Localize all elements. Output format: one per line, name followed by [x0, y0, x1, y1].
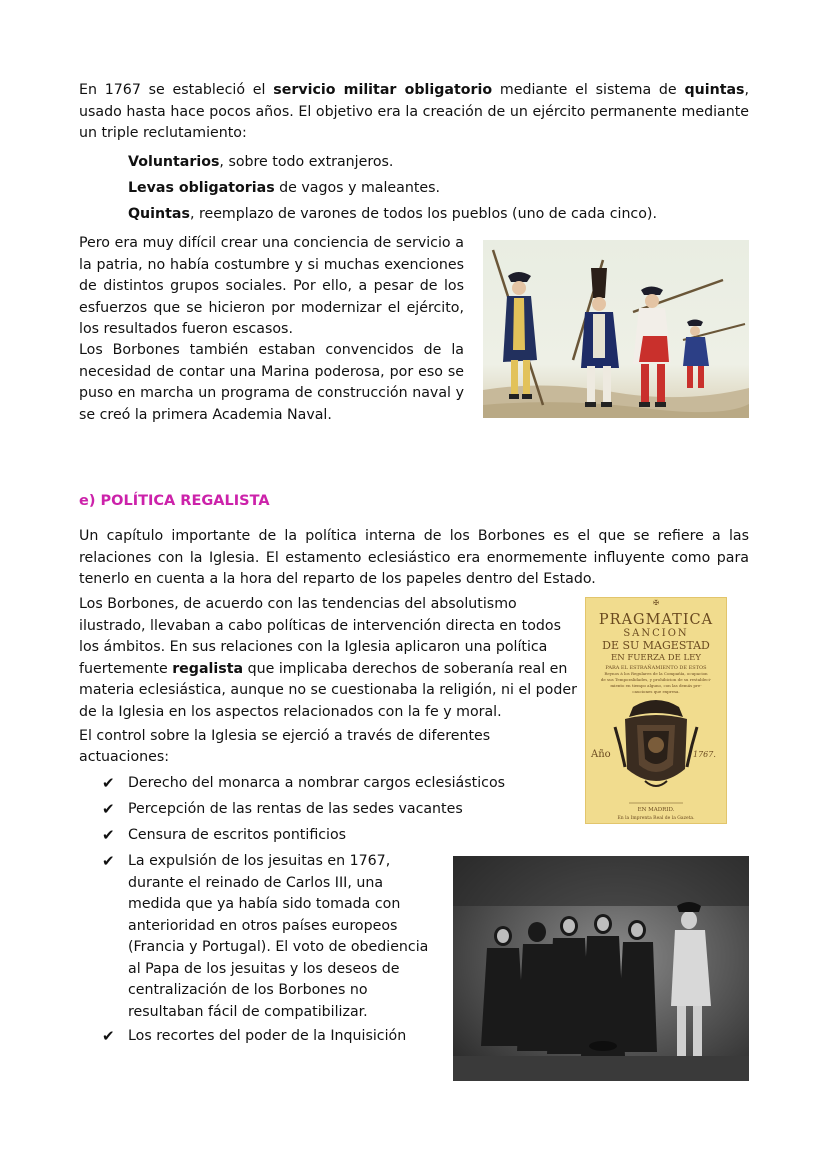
- intro-text-3: , usado hasta hace pocos años. El objetivo era la creación de un ejército permanente mediante un triple reclutamiento:: [79, 82, 750, 141]
- absolutism-text: que implicaba derechos de soberanía real en: [247, 661, 568, 677]
- pragmatica-small-text: de sus Temporalidades, y prohibicion de su restableci-: [600, 677, 712, 682]
- pragmatica-subtitle: SANCION: [623, 628, 689, 639]
- pragmatica-small-text: PARA EL ESTRAÑAMIENTO DE ESTOS: [605, 665, 707, 671]
- checkmark-icon: ✔: [102, 1027, 115, 1045]
- measure-item: Censura de escritos pontificios: [128, 827, 347, 843]
- jesuit-expulsion-engraving: [453, 856, 749, 1081]
- absolutism-line: los ámbitos. En sus relaciones con la Iglesia aplicaron una política: [79, 639, 548, 655]
- checkmark-icon: ✔: [102, 800, 115, 818]
- checkmark-icon: ✔: [102, 774, 115, 792]
- absolutism-text: fuertemente: [79, 661, 168, 677]
- pragmatica-title: PRAGMATICA: [598, 612, 714, 628]
- jesuits-line: centralización de los Borbones no: [128, 982, 368, 998]
- recruitment-item-levas: [128, 178, 440, 200]
- intro-paragraph: [79, 80, 749, 145]
- pragmatica-sancion-image: [585, 597, 727, 824]
- pragmatica-small-text: Reynos à los Regulares de la Compañía, ocupacion: [604, 671, 708, 676]
- recruitment-item-quintas: [128, 204, 657, 226]
- recruitment-desc: , reemplazo de varones de todos los pueblos (uno de cada cinco).: [189, 206, 657, 222]
- jesuits-line: anterioridad en otros países europeos: [128, 918, 398, 934]
- soldiers-image: [483, 240, 749, 418]
- absolutism-line: de la Iglesia en los aspectos relacionados con la fe y moral.: [79, 704, 502, 720]
- absolutism-line: ilustrado, llevaban a cabo políticas de intervención directa en todos: [79, 618, 561, 634]
- navy-paragraph: Los Borbones también estaban convencidos de la necesidad de contar una Marina poderosa, por eso se puso en marcha un programa de construcción naval y se creó la primera Academia Naval.: [79, 342, 464, 423]
- army-paragraph: Pero era muy difícil crear una conciencia de servicio a la patria, no había costumbre y si muchas exenciones de distintos grupos sociales. Por ello, a pesar de los esfuerzos que se hicieron por modernizar el ejército, los resultados fueron escasos.: [79, 235, 464, 337]
- section-heading: e) POLÍTICA REGALISTA: [79, 493, 270, 509]
- intro-bold-servicio: servicio militar obligatorio: [273, 82, 493, 98]
- pragmatica-small-text: cauciones que expresa.: [632, 689, 680, 694]
- pragmatica-document: [585, 597, 727, 824]
- pragmatica-subtitle: DE SU MAGESTAD: [602, 639, 710, 652]
- recruitment-term: Levas obligatorias: [128, 180, 275, 196]
- pragmatica-year-label: Año: [591, 749, 611, 760]
- checkmark-icon: ✔: [102, 852, 115, 870]
- absolutism-line-regalista: [79, 659, 567, 681]
- jesuits-line: (Francia y Portugal). El voto de obediencia: [128, 939, 429, 955]
- absolutism-line: materia eclesiástica, aunque no se cuestionaba la religión, ni el poder: [79, 682, 577, 698]
- recruitment-desc: , sobre todo extranjeros.: [219, 154, 394, 170]
- church-intro-paragraph: Un capítulo importante de la política interna de los Borbones es el que se refiere a las relaciones con la Iglesia. El estamento eclesiástico era enormemente influyente como para tenerlo en cuenta a la hora del reparto de los papeles dentro del Estado.: [79, 528, 749, 587]
- jesuits-line: al Papa de los jesuitas y los deseos de: [128, 961, 400, 977]
- measure-item: Percepción de las rentas de las sedes vacantes: [128, 801, 463, 817]
- pragmatica-subtitle: EN FUERZA DE LEY: [611, 653, 701, 663]
- intro-text-2: mediante el sistema de: [499, 82, 677, 98]
- jesuits-line: medida que ya había sido tomada con: [128, 896, 401, 912]
- engraving-image: [453, 856, 749, 1081]
- soldiers-illustration: [483, 240, 749, 418]
- measure-item: Derecho del monarca a nombrar cargos eclesiásticos: [128, 775, 506, 791]
- recruitment-term: Quintas: [128, 206, 190, 222]
- recruitment-item-voluntarios: [128, 152, 393, 174]
- intro-bold-quintas: quintas: [684, 82, 745, 98]
- checkmark-icon: ✔: [102, 826, 115, 844]
- recruitment-term: Voluntarios: [128, 154, 220, 170]
- jesuits-line: resultaban fácil de compatibilizar.: [128, 1004, 368, 1020]
- intro-text-1: En 1767 se estableció el: [79, 82, 266, 98]
- absolutism-line: Los Borbones, de acuerdo con las tendencias del absolutismo: [79, 596, 517, 612]
- control-line: actuaciones:: [79, 749, 170, 765]
- pragmatica-year: 1767.: [693, 750, 716, 759]
- pragmatica-city: EN MADRID.: [637, 807, 675, 813]
- control-line: El control sobre la Iglesia se ejerció a través de diferentes: [79, 728, 491, 744]
- regalista-bold: regalista: [172, 661, 244, 677]
- svg-text:✠: ✠: [653, 599, 659, 607]
- jesuits-line: durante el reinado de Carlos III, una: [128, 875, 384, 891]
- pragmatica-small-text: miento en tiempo alguno, con las demás pre-: [610, 683, 702, 688]
- pragmatica-printer: En la Imprenta Real de la Gazeta.: [617, 816, 695, 821]
- measure-item: Los recortes del poder de la Inquisición: [128, 1028, 407, 1044]
- jesuits-line: La expulsión de los jesuitas en 1767,: [128, 853, 391, 869]
- recruitment-desc: de vagos y maleantes.: [274, 180, 441, 196]
